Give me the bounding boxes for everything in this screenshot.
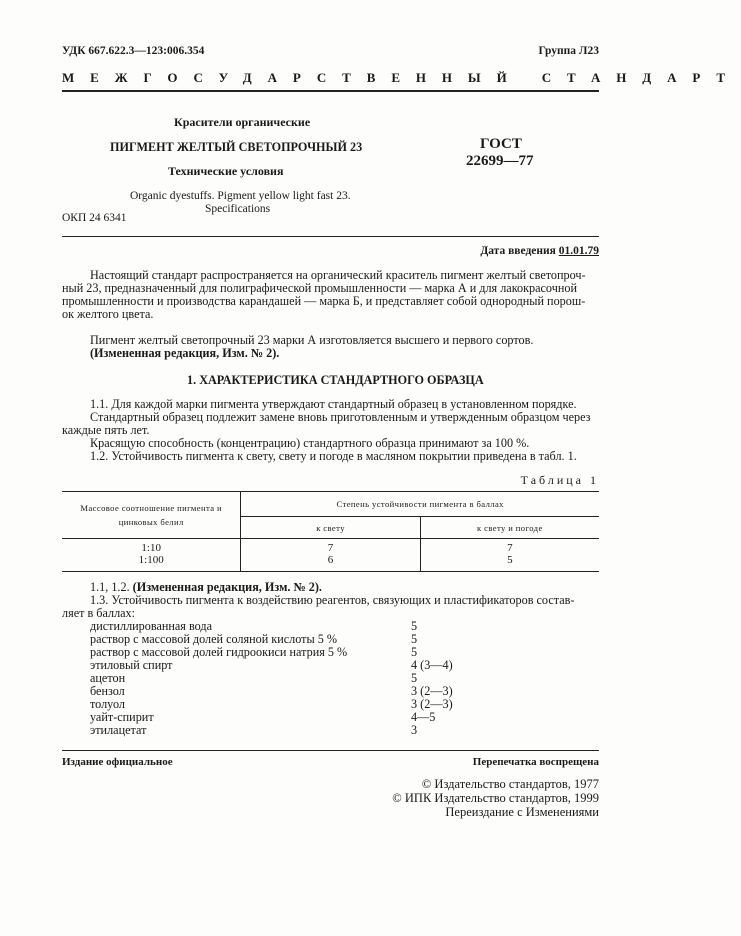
table-1-header-ratio	[62, 492, 241, 539]
revision-note-prefix: 1.1, 1.2.	[90, 580, 130, 594]
table-1-header-group: Степень устойчивости пигмента в баллах	[241, 492, 599, 517]
group-code: Группа Л23	[538, 45, 599, 57]
table-1-light-2: 6	[327, 554, 334, 566]
list-item: раствор с массовой долей соляной кислоты 5 % 5	[90, 632, 418, 646]
table-1-ratio-2: 1:100	[138, 554, 164, 566]
standard-banner: МЕЖГОСУДАРСТВЕННЫЙ СТАНДАРТ	[62, 70, 741, 85]
reissue-note: Переиздание с Изменениями	[445, 805, 599, 819]
section-1-heading: 1. ХАРАКТЕРИСТИКА СТАНДАРТНОГО ОБРАЗЦА	[187, 373, 484, 387]
intro-date-label: Дата введения	[480, 245, 556, 257]
table-1-header-light-weather: к свету и погоде	[477, 522, 543, 533]
header-rule	[62, 90, 599, 92]
table-1-header-ratio-line2: цинковых белил	[118, 517, 184, 527]
intro-line-4: ок желтого цвета.	[62, 307, 154, 321]
table-1	[62, 491, 599, 572]
list-item: этилацетат 3	[90, 723, 418, 737]
table-1-light-weather-1: 7	[507, 542, 513, 554]
english-title-line1: Organic dyestuffs. Pigment yellow light fast 23.	[130, 190, 351, 202]
intro-line-1: Настоящий стандарт распространяется на органический краситель пигмент желтый светопроч-	[90, 268, 586, 282]
table-1-light-1: 7	[327, 542, 334, 554]
english-title-line2: Specifications	[205, 203, 271, 215]
intro-revision: (Измененная редакция, Изм. № 2).	[90, 346, 280, 360]
table-1-caption: Таблица 1	[520, 473, 599, 487]
gost-number: 22699—77	[466, 153, 534, 169]
okp-code: ОКП 24 6341	[62, 212, 127, 224]
intro-grades: Пигмент желтый светопрочный 23 марки А изготовляется высшего и первого сортов.	[90, 333, 534, 347]
gost-label: ГОСТ	[480, 136, 522, 152]
list-item: этиловый спирт 4 (3—4)	[90, 658, 453, 672]
table-1-light-weather-2: 5	[507, 554, 513, 566]
list-item: раствор с массовой долей гидроокиси натрия 5 % 5	[90, 645, 418, 659]
clause-1-3: 1.3. Устойчивость пигмента к воздействию реагентов, связующих и пластификаторов состав-	[90, 593, 575, 607]
list-item: бензол 3 (2—3)	[90, 684, 453, 698]
copyright-1977: © Издательство стандартов, 1977	[421, 777, 599, 791]
document-category: Красители органические	[174, 115, 311, 129]
intro-line-3: промышленности и производства карандашей — марка Б, и представляет собой однородный порош-	[62, 294, 586, 308]
official-edition: Издание официальное	[62, 756, 173, 768]
document-subtitle: Технические условия	[168, 164, 284, 178]
clause-1-1-line3: каждые пять лет.	[62, 423, 150, 437]
clause-1-2: 1.2. Устойчивость пигмента к свету, свету и погоде в масляном покрытии приведена в табл. 1.	[90, 449, 577, 463]
footer-rule	[62, 750, 599, 751]
revision-note-text: (Измененная редакция, Изм. № 2).	[132, 580, 322, 594]
clause-1-3-line2: ляет в баллах:	[62, 606, 136, 620]
table-1-bottom-rule	[62, 571, 599, 572]
list-item: толуол 3 (2—3)	[90, 697, 453, 711]
document-title: ПИГМЕНТ ЖЕЛТЫЙ СВЕТОПРОЧНЫЙ 23	[110, 140, 363, 154]
title-rule	[62, 236, 599, 237]
table-row	[62, 539, 599, 572]
list-item: уайт-спирит 4—5	[90, 710, 436, 724]
intro-date	[480, 245, 599, 257]
copyright-1999: © ИПК Издательство стандартов, 1999	[392, 791, 599, 805]
list-item: дистиллированная вода 5	[90, 619, 418, 633]
intro-date-value: 01.01.79	[558, 245, 599, 257]
clause-1-1-line2: Стандартный образец подлежит замене вновь приготовленным и утвержденным образцом через	[90, 410, 591, 424]
udk-code: УДК 667.622.3—123:006.354	[62, 45, 205, 57]
intro-line-2: ный 23, предназначенный для полиграфической промышленности — марка А и для лакокрасочной	[62, 281, 577, 295]
table-1-header-light: к свету	[241, 517, 420, 539]
table-1-ratio-1: 1:10	[141, 542, 161, 554]
reagent-list	[90, 619, 453, 737]
clause-1-1: 1.1. Для каждой марки пигмента утверждают стандартный образец в установленном порядке.	[90, 397, 577, 411]
table-1-header-ratio-line1: Массовое соотношение пигмента и	[80, 503, 222, 513]
clause-1-1-line4: Красящую способность (концентрацию) стандартного образца принимают за 100 %.	[90, 436, 530, 450]
list-item: ацетон 5	[90, 671, 418, 685]
reprint-prohibited: Перепечатка воспрещена	[472, 756, 599, 768]
